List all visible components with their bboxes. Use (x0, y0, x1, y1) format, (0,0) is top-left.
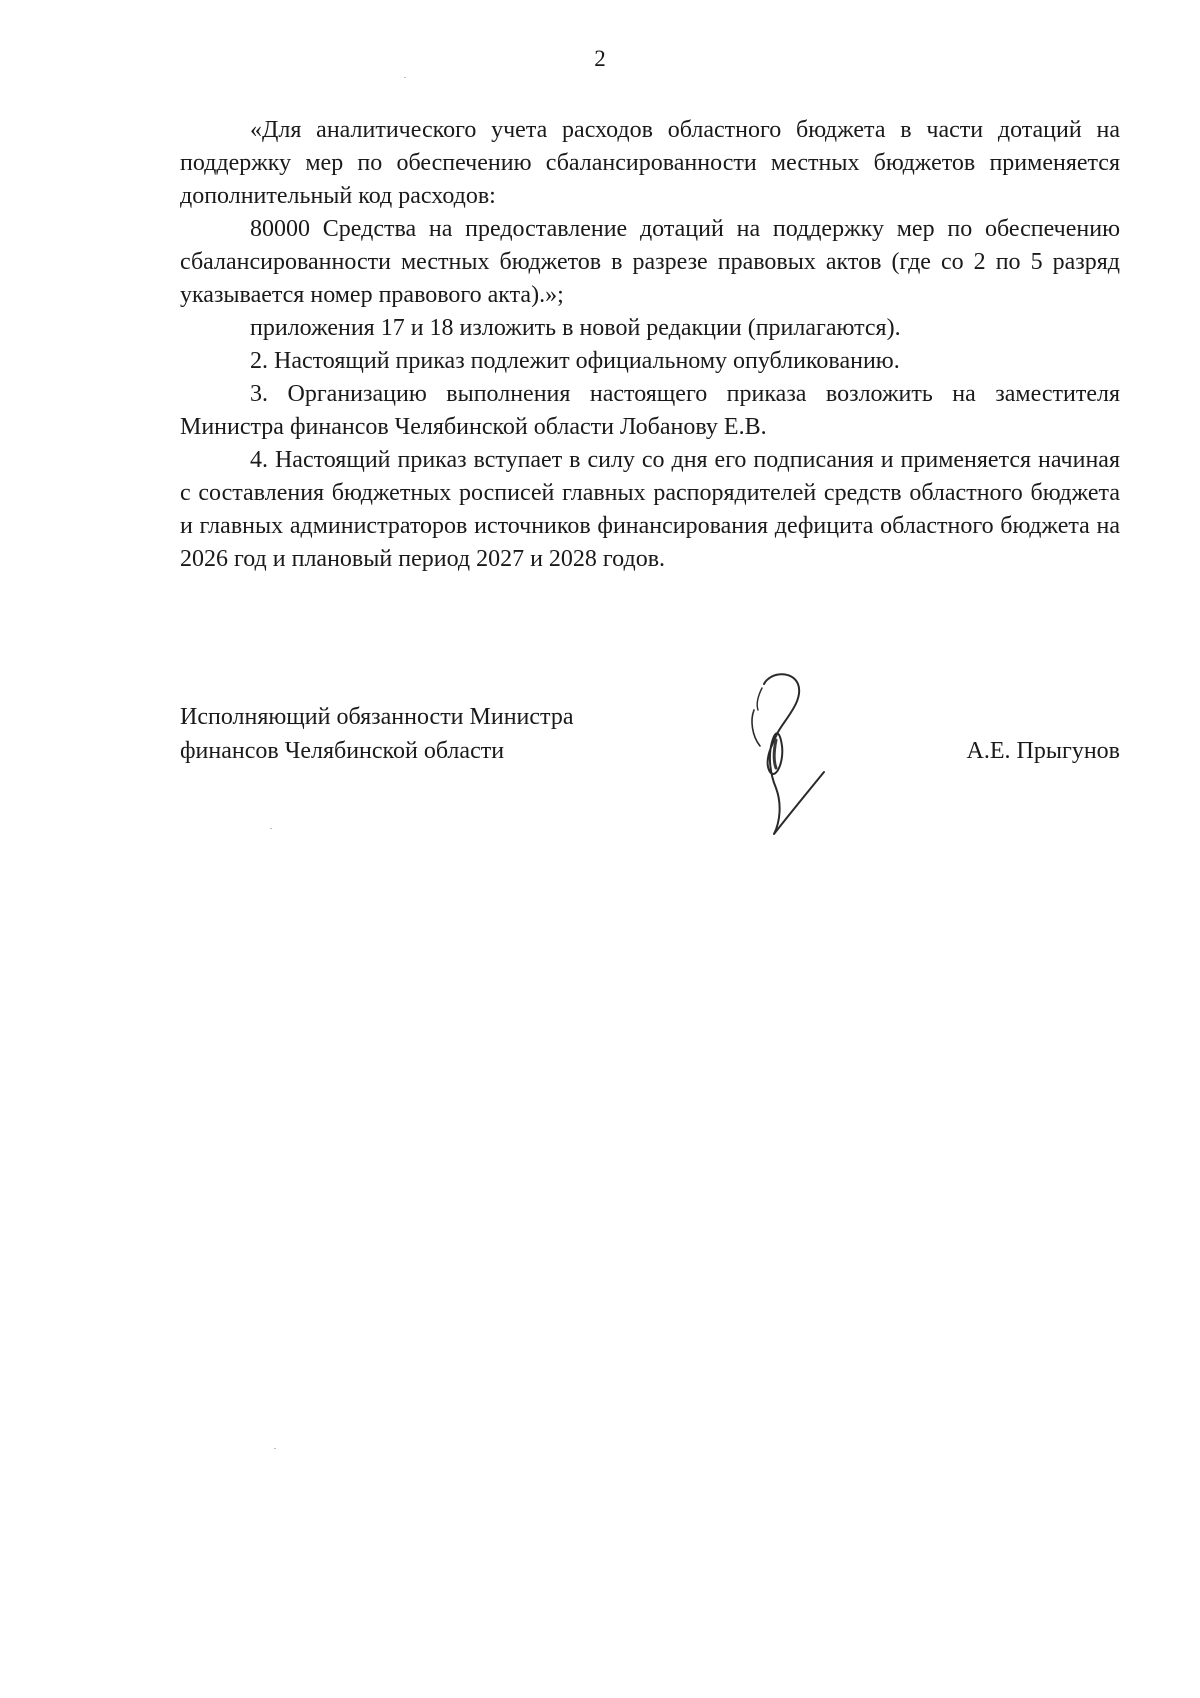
paragraph-item-4: 4. Настоящий приказ вступает в силу со дня его подписания и применяется начиная с составления бюджетных росписей главных распорядителей средств областного бюджета и главных администраторов источников финансирования дефицита областного бюджета на 2026 год и плановый период 2027 и 2028 годов. (180, 447, 1120, 572)
scan-speck (404, 77, 406, 78)
signer-name: А.Е. Прыгунов (966, 738, 1120, 764)
scan-speck (270, 828, 272, 829)
signature-block (180, 700, 1120, 840)
signer-title-line-2: финансов Челябинской области (180, 738, 505, 764)
signer-title (180, 700, 573, 768)
signer-title-line-1: Исполняющий обязанности Министра (180, 704, 574, 730)
handwritten-signature (740, 670, 850, 840)
scan-speck (274, 1448, 276, 1449)
paragraph-appendices: приложения 17 и 18 изложить в новой редакции (прилагаются). (250, 315, 901, 341)
paragraph-item-3: 3. Организацию выполнения настоящего приказа возложить на заместителя Министра финансов Челябинской области Лобанову Е.В. (180, 381, 1120, 440)
paragraph-item-2: 2. Настоящий приказ подлежит официальному опубликованию. (250, 348, 900, 374)
document-body (180, 114, 1120, 576)
paragraph-code-80000: 80000 Средства на предоставление дотаций на поддержку мер по обеспечению сбалансированности местных бюджетов в разрезе правовых актов (где со 2 по 5 разряд указывается номер правового акта).»; (180, 216, 1120, 308)
page-number: 2 (594, 46, 606, 71)
paragraph-analytical-accounting: «Для аналитического учета расходов областного бюджета в части дотаций на поддержку мер по обеспечению сбалансированности местных бюджетов применяется дополнительный код расходов: (180, 117, 1120, 209)
